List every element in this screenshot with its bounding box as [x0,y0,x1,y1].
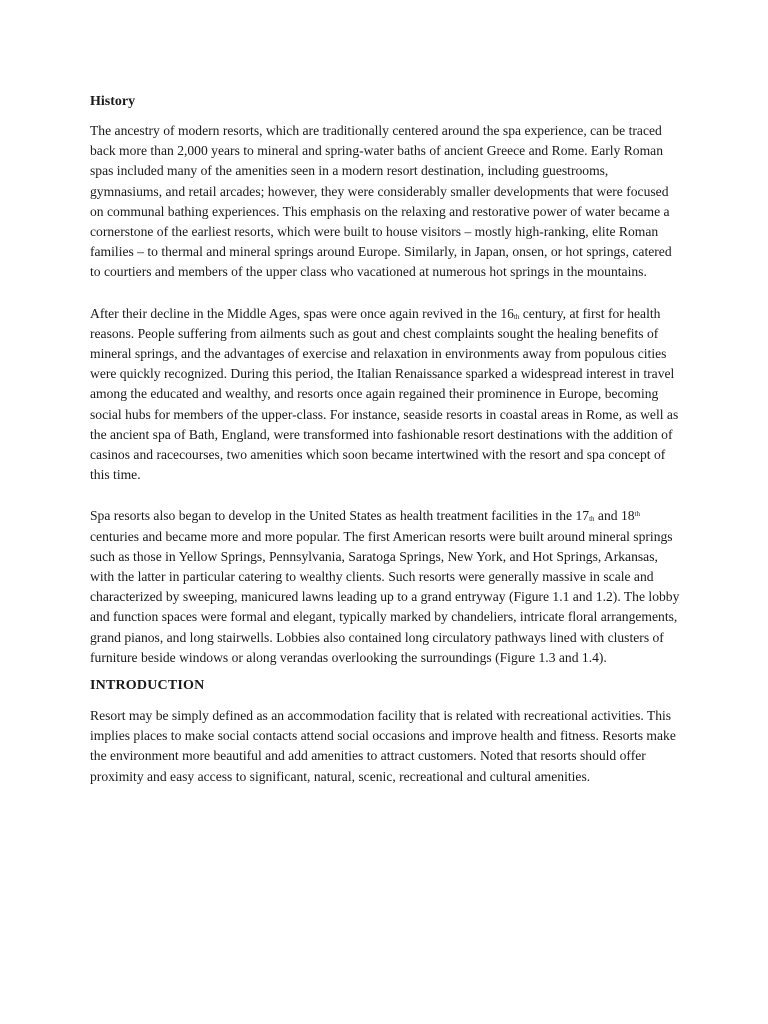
ordinal-suffix: th [634,510,640,519]
history-paragraph-2 [90,304,680,486]
document-page [90,92,680,787]
paragraph-2-text-start: After their decline in the Middle Ages, spas were once again revived in the 16 [90,305,514,321]
paragraph-3-text-part-2: and 18 [594,508,635,524]
paragraph-3-text-part-1: Spa resorts also began to develop in the United States as health treatment facilities in the 17 [90,508,590,524]
paragraph-2-text-end: century, at first for health reasons. People suffering from ailments such as gout and chest complaints sought the healing benefits of mineral springs, and the advantages of exercise and relaxation in environments away from populous cities were quickly recognized. During this period, the Italian Renaissance sparked a widespread interest in travel among the educated and wealthy, and resorts once again regained their prominence in Europe, becoming social hubs for members of the upper-class. For instance, seaside resorts in coastal areas in Rome, as well as the ancient spa of Bath, England, were transformed into fashionable resort destinations with the addition of casinos and racecourses, two amenities which soon became intertwined with the resort and spa concept of this time. [90,305,679,483]
history-heading: History [90,94,136,109]
introduction-heading: INTRODUCTION [90,678,205,694]
paragraph-3-text-part-3: centuries and became more and more popular. The first American resorts were built around mineral springs such as those in Yellow Springs, Pennsylvania, Saratoga Springs, New York, and Hot Springs, Arkansas, with the latter in particular catering to wealthy clients. Such resorts were generally massive in scale and characterized by sweeping, manicured lawns leading up to a grand entryway (Figure 1.1 and 1.2). The lobby and function spaces were formal and elegant, typically marked by chandeliers, intricate floral arrangements, grand pianos, and long stairwells. Lobbies also contained long circulatory pathways lined with clusters of furniture beside windows or along verandas overlooking the surroundings (Figure 1.3 and 1.4). [90,528,680,665]
ordinal-suffix: th [589,515,595,524]
introduction-paragraph: Resort may be simply defined as an accommodation facility that is related with recreational activities. This implies places to make social contacts attend social occasions and improve health and fitness. Resorts make the environment more beautiful and add amenities to attract customers. Noted that resorts should offer proximity and easy access to significant, natural, scenic, recreational and cultural amenities. [90,708,676,784]
history-paragraph-3 [90,506,680,668]
history-paragraph-1: The ancestry of modern resorts, which are traditionally centered around the spa experience, can be traced back more than 2,000 years to mineral and spring-water baths of ancient Greece and Rome. Early Roman spas included many of the amenities seen in a modern resort destination, including guestrooms, gymnasiums, and retail arcades; however, they were considerably smaller developments that were focused on communal bathing experiences. This emphasis on the relaxing and restorative power of water became a cornerstone of the earliest resorts, which were built to house visitors – mostly high-ranking, elite Roman families – to thermal and mineral springs around Europe. Similarly, in Japan, onsen, or hot springs, catered to courtiers and members of the upper class who vacationed at numerous hot springs in the mountains. [90,123,672,280]
ordinal-suffix: th [513,312,520,321]
